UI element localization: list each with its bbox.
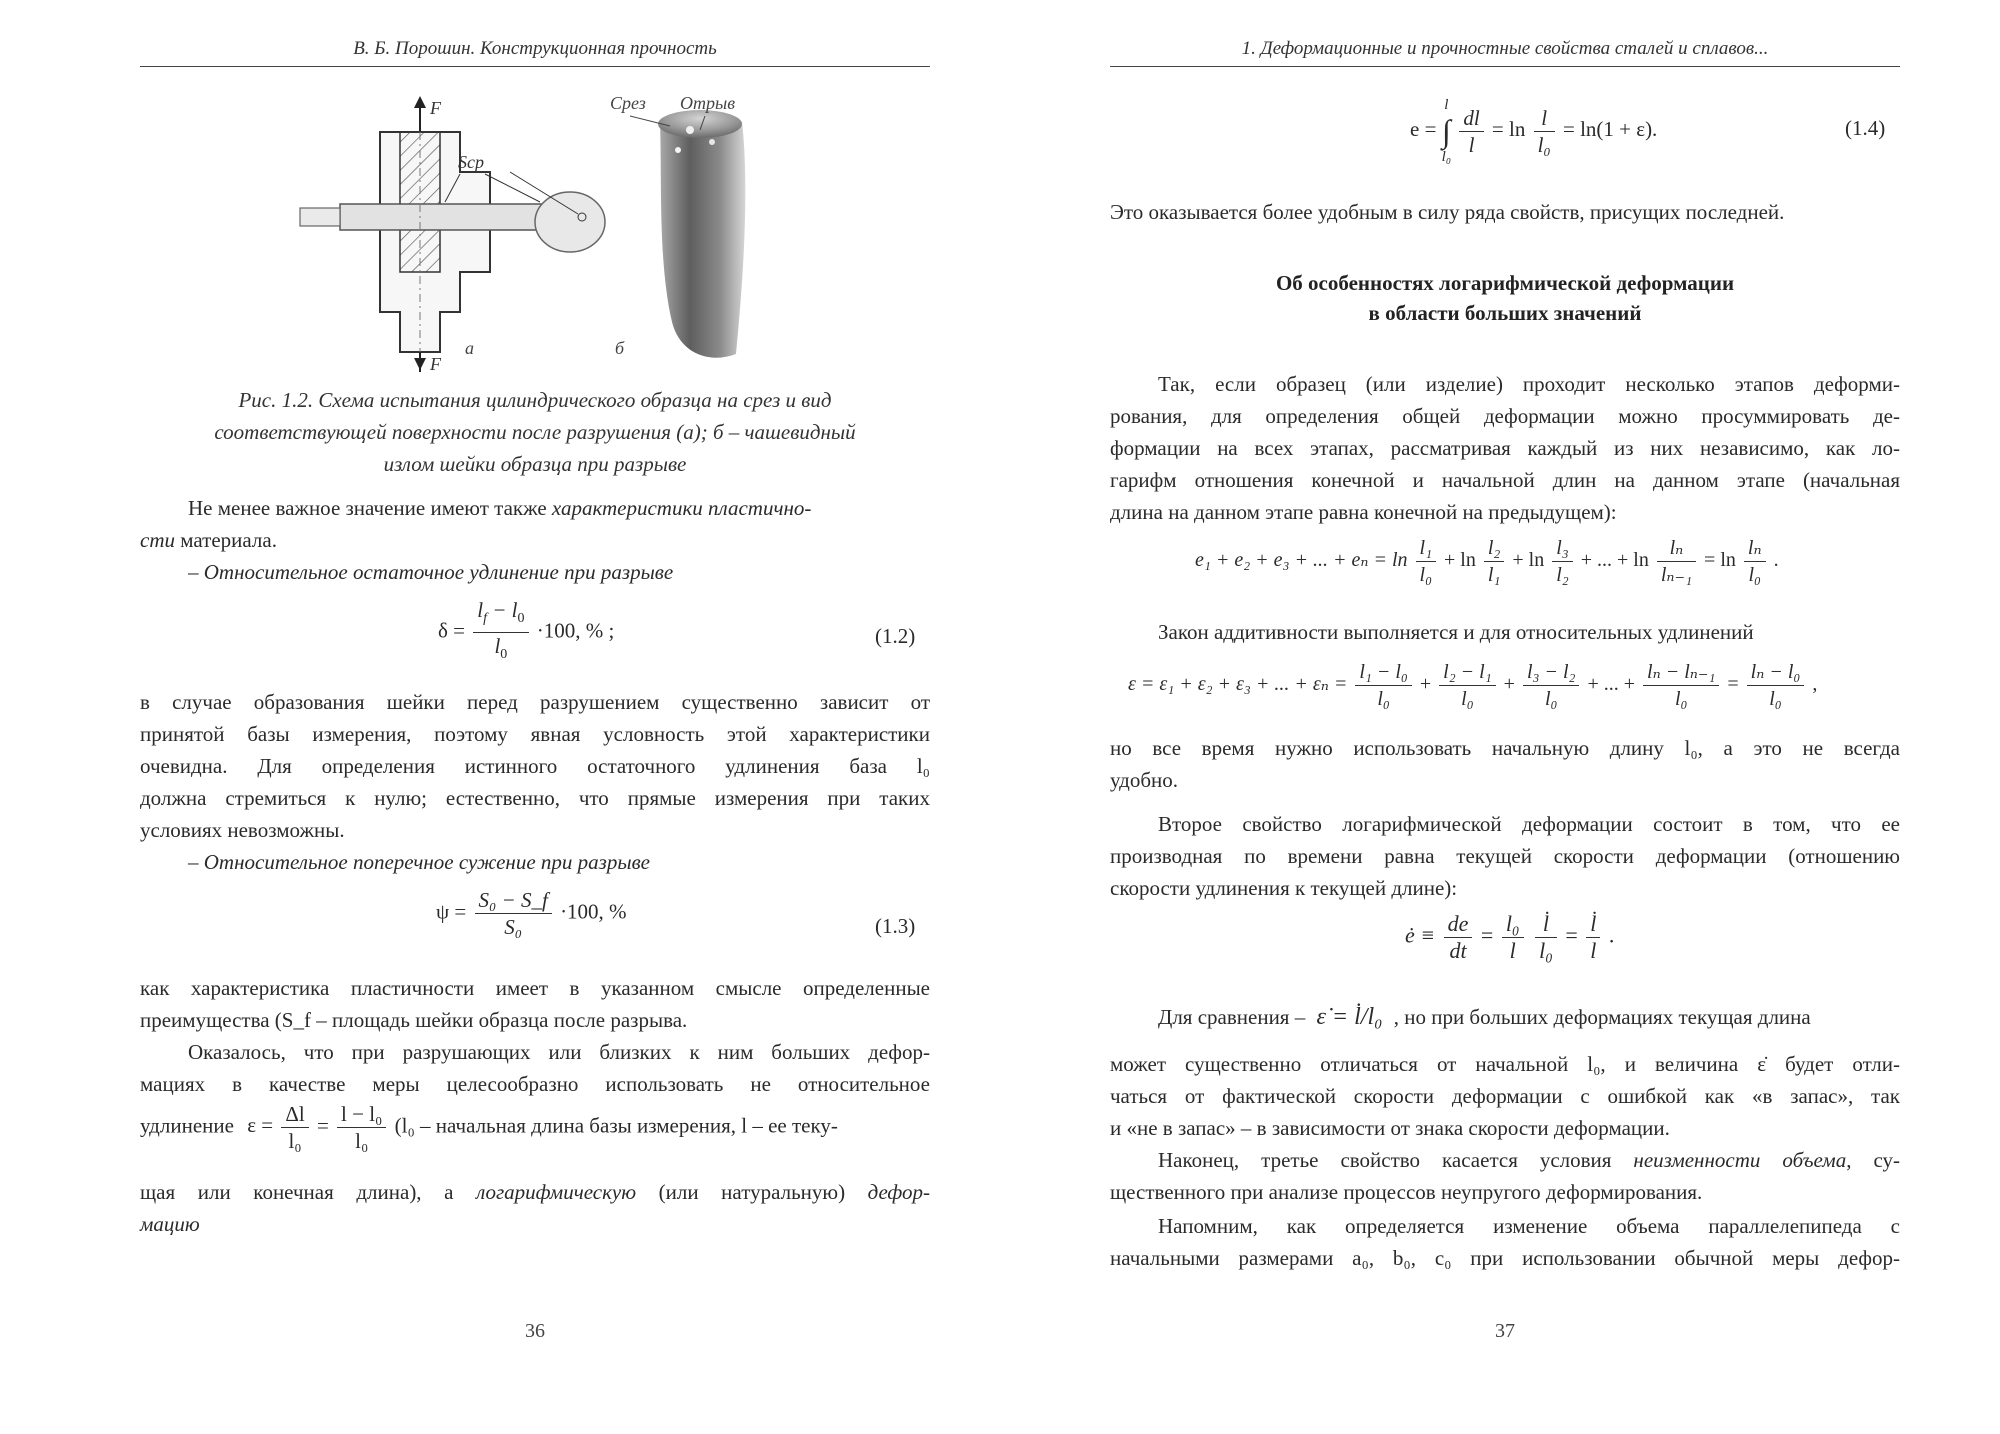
section-heading: Об особенностях логарифмической деформации в области больших значений (1275, 271, 1735, 325)
header-rule-left (140, 66, 930, 67)
paragraph-gauge-length: в случае образования шейки перед разрушением существенно зависит от принятой базы измерения, поэтому явная условность этой характеристики очевидна. Для определения истинного остаточного удлинения база l₀ должна стремиться к нулю; естественно, что прямые измерения при таких условиях невозможны. (140, 690, 930, 842)
comparison-formula: ε̇ = l̇/l₀ (1316, 1004, 1383, 1030)
neck-fracture-photo (610, 93, 745, 358)
running-head-left: В. Б. Порошин. Конструкционная прочность (353, 38, 717, 59)
equation-1-4: e = l ∫ l₀ $\frac{dl}{l}$ = ln $\frac{l}{\text{l₀}}$ = ln(1 + ε). (1410, 97, 1658, 165)
paragraph-additivity: Закон аддитивности выполняется и для относительных удлинений (1158, 620, 1754, 644)
paragraph-log-strain: щая или конечная длина), а логарифмическую (или натуральную) дефор- (140, 1180, 930, 1204)
panel-label-a: а (465, 338, 474, 358)
eq-1-3-fraction: $\frac{\text{S₀ − S\_f}}{\text{S₀}}$ (475, 888, 552, 939)
paragraph-log-strain-end: мацию (140, 1212, 200, 1236)
paragraph-volume: Напомним, как определяется изменение объема параллелепипеда с начальными размерами a₀, b₀, c₀ при использовании обычной меры дефор- (1110, 1214, 1900, 1270)
paragraph-contraction-note: как характеристика пластичности имеет в указанном смысле определенные преимущества (S_f – площадь шейки образца после разрыва. (140, 976, 930, 1032)
equation-1-2: δ = $\frac{l_f - l_0}{l_0}$ ·100, % ; (438, 598, 614, 667)
equation-rate: ė ≡ $\frac{de}{dt}$ = $\frac{\text{l₀}}{l}$ $\frac{l̇}{\text{l₀}}$ = $\frac{l̇}{l}$ . (1405, 911, 1615, 963)
caption-line: соответствующей поверхности после разрушения (а); б – чашевидный (214, 420, 856, 444)
paragraph-rate-error: может существенно отличаться от начальной l₀, и величина ε̇ будет отли- чаться от фактической скорости деформации с ошибкой как «в запас», так и «не в запас» – в зависимости от знака скорости деформации. (1110, 1052, 1900, 1140)
label-tear: Отрыв (680, 92, 736, 113)
paragraph-comparison: Для сравнения – ε̇ = l̇/l₀ , но при больших деформациях текущая длина (1158, 1004, 1811, 1030)
integral-sign: l ∫ l₀ (1441, 97, 1452, 165)
header-rule-right (1110, 66, 1900, 67)
paragraph-stages: Так, если образец (или изделие) проходит несколько этапов деформи- рования, для определения общей деформации можно просуммировать де- формации на всех этапах, рассматривая каждый из них независимо, как ло- гарифм отношения конечной и начальной длин на данном этапе (начальная длина на данном этапе равна конечной на предыдущем): (1110, 372, 1900, 524)
equation-number-1-3: (1.3) (875, 914, 916, 938)
paragraph-plasticity-intro: Не менее важное значение имеют также характеристики пластично- сти материала. (140, 496, 812, 552)
equation-number-1-4: (1.4) (1845, 116, 1886, 140)
running-head-right: 1. Деформационные и прочностные свойства сталей и сплавов... (1241, 38, 1769, 59)
eq-1-2-fraction: $\frac{l_f - l_0}{l_0}$ (473, 598, 528, 667)
shear-test-schematic (300, 96, 605, 372)
paragraph-convenience: Это оказывается более удобным в силу ряда свойств, присущих последней. (1110, 200, 1785, 224)
list-item-contraction: – Относительное поперечное сужение при разрыве (188, 850, 650, 874)
paragraph-second-property: Второе свойство логарифмической деформации состоит в том, что ее производная по времени равна текущей скорости деформации (отношению скорости удлинения к текущей длине): (1110, 812, 1900, 900)
paragraph-third-property-end: щественного при анализе процессов неупругого деформирования. (1110, 1180, 1703, 1204)
equation-1-3: ψ = $\frac{\text{S₀ − S\_f}}{\text{S₀}}$ ·100, % (436, 888, 627, 939)
force-label-bottom: F (430, 354, 441, 372)
equation-log-sum: e₁ + e₂ + e₃ + ... + eₙ = ln $\frac{\text{l₁}}{\text{l₀}}$ + ln $\frac{\text{l₂}}{\text{l₁}}$ + ln $\frac{\text{l₃}}{\text{l₂}}$ + ... + ln $\frac{\text{lₙ}}{\text{lₙ₋₁}}$ = ln $\frac{\text{lₙ}}{\text{l₀}}$ . (1195, 537, 1779, 586)
force-label-top: F (430, 98, 441, 118)
page-number-left: 36 (525, 1320, 545, 1342)
right-page (1000, 0, 2000, 1434)
figure-caption (140, 384, 930, 480)
list-item-elongation: – Относительное остаточное удлинение при разрыве (188, 560, 674, 584)
panel-label-b: б (615, 338, 625, 358)
shear-area-label: Sср (458, 152, 484, 172)
caption-line: Рис. 1.2. Схема испытания цилиндрического образца на срез и вид (238, 388, 832, 412)
label-shear: Срез (610, 92, 646, 113)
paragraph-large-deformation: Оказалось, что при разрушающих или близких к ним больших дефор- мациях в качестве меры целесообразно использовать не относительное (140, 1040, 930, 1096)
equation-relative-sum: ε = ε₁ + ε₂ + ε₃ + ... + εₙ = $\frac{\text{l₁ − l₀}}{\text{l₀}}$ + $\frac{\text{l₂ − l₁}}{\text{l₀}}$ + $\frac{\text{l₃ − l₂}}{\text{l₀}}$ + ... + $\frac{\text{lₙ − lₙ₋₁}}{\text{l₀}}$ = $\frac{\text{lₙ − l₀}}{\text{l₀}}$ , (1128, 661, 1818, 710)
paragraph-initial-length: но все время нужно использовать начальную длину l₀, а это не всегда удобно. (1110, 736, 1900, 792)
caption-line: излом шейки образца при разрыве (383, 452, 687, 476)
paragraph-third-property: Наконец, третье свойство касается условия неизменности объема, су- (1158, 1148, 1900, 1172)
equation-number-1-2: (1.2) (875, 624, 916, 648)
page-number-right: 37 (1495, 1320, 1515, 1342)
figure-1-2 (280, 92, 800, 372)
paragraph-strain-definition: удлинение ε = $\frac{\Delta l}{\text{l₀}}$ = $\frac{\text{l − l₀}}{\text{l₀}}$ (l₀ – начальная длина базы измерения, l – ее теку- (140, 1102, 838, 1153)
